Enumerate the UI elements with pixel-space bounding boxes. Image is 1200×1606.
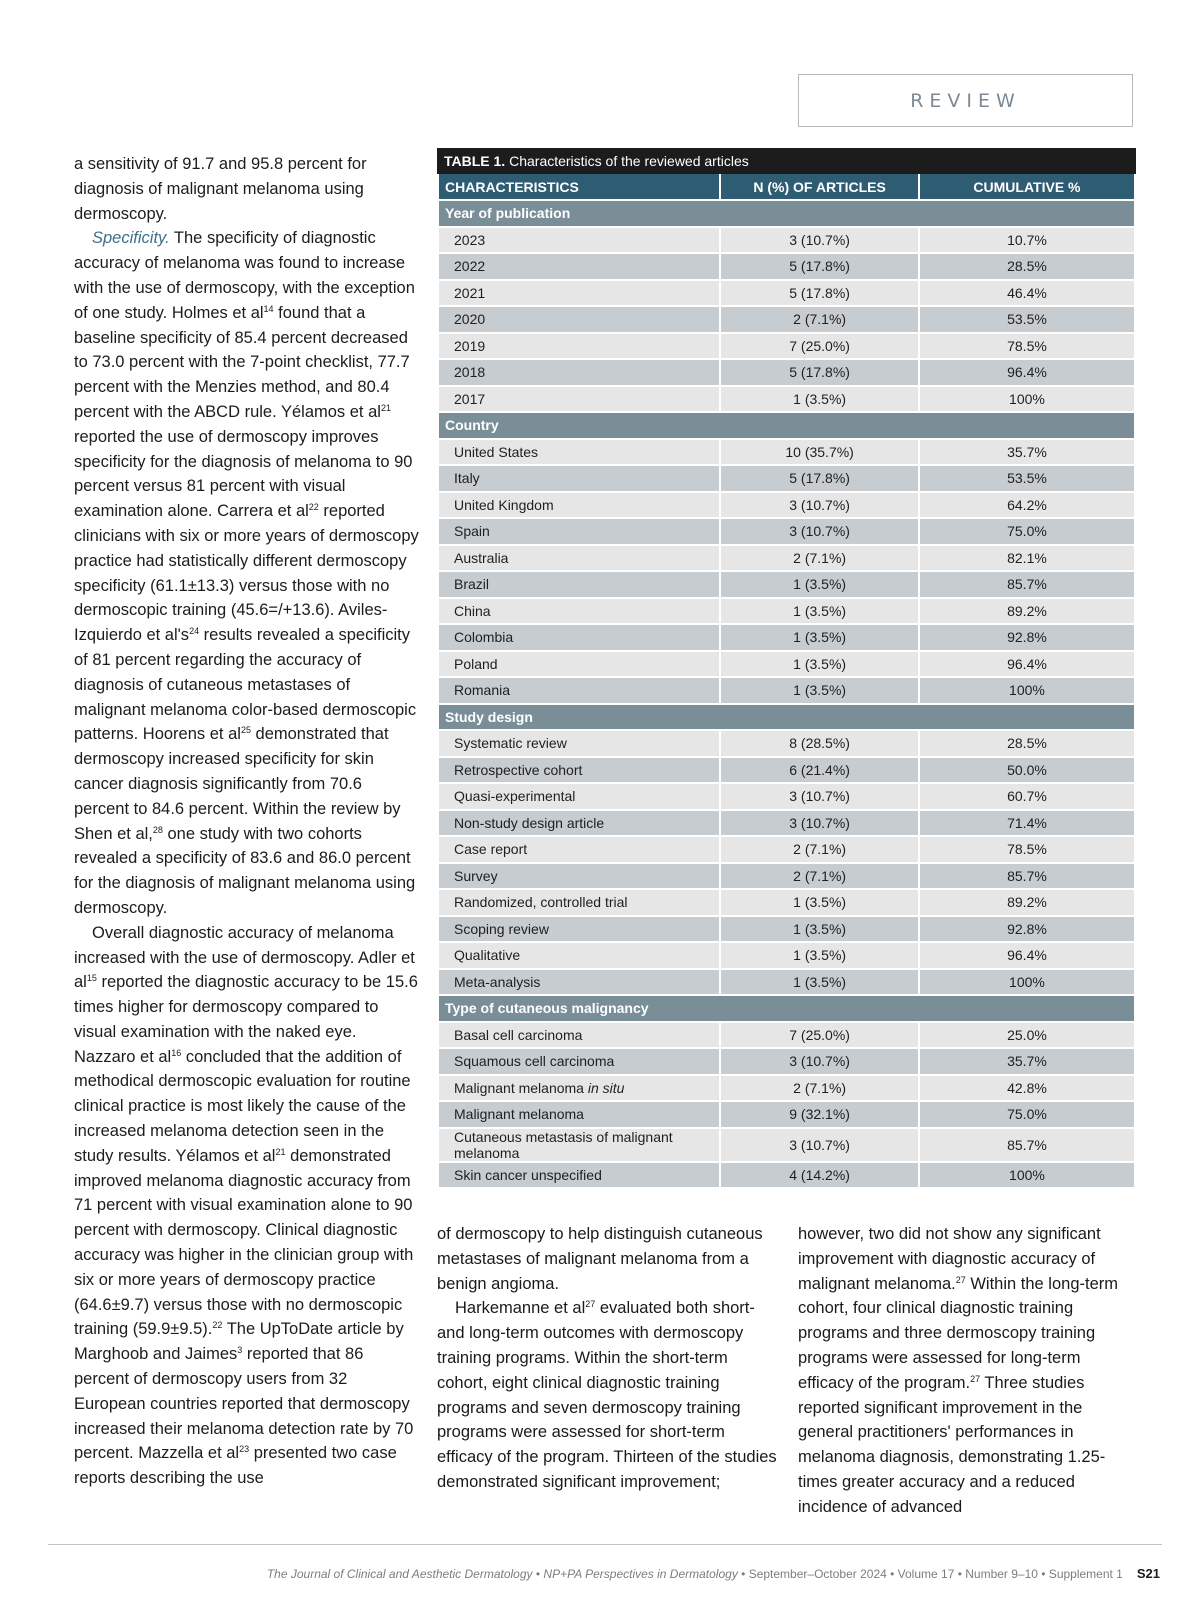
table-cell: Poland <box>438 651 720 678</box>
text-span: reported the diagnostic accuracy to be 15.6 times higher for dermoscopy compared to visual examination with the naked eye. Nazzaro et al <box>74 973 418 1066</box>
table-cell: 2020 <box>438 306 720 333</box>
reference-superscript: 16 <box>171 1047 182 1058</box>
table-row <box>438 1128 1135 1162</box>
table-row <box>438 465 1135 492</box>
table-cell: 78.5% <box>919 333 1135 360</box>
table-cell: 7 (25.0%) <box>720 333 919 360</box>
reference-superscript: 24 <box>189 626 200 637</box>
table-cell: 2019 <box>438 333 720 360</box>
table-cell: 75.0% <box>919 1101 1135 1128</box>
text-span: one study with two cohorts revealed a specificity of 83.6 and 86.0 percent for the diagnosis of malignant melanoma using dermoscopy. <box>74 824 416 917</box>
table-row <box>438 571 1135 598</box>
table-cell: 10 (35.7%) <box>720 439 919 466</box>
table-cell: 3 (10.7%) <box>720 1128 919 1162</box>
table-row <box>438 598 1135 625</box>
table-row <box>438 1048 1135 1075</box>
table-row <box>438 916 1135 943</box>
table-cell: 1 (3.5%) <box>720 969 919 996</box>
table-cell: Case report <box>438 836 720 863</box>
table-row <box>438 280 1135 307</box>
text-span: Harkemanne et al <box>455 1299 586 1318</box>
table-cell: 89.2% <box>919 889 1135 916</box>
section-label: REVIEW <box>910 89 1021 112</box>
table-cell: 82.1% <box>919 545 1135 572</box>
table-cell: Malignant melanoma in situ <box>438 1075 720 1102</box>
table-cell: 35.7% <box>919 1048 1135 1075</box>
paragraph <box>437 1296 780 1494</box>
table-row <box>438 253 1135 280</box>
table-cell: 92.8% <box>919 624 1135 651</box>
paragraph <box>798 1222 1138 1520</box>
table-cell: 85.7% <box>919 863 1135 890</box>
table-cell: 5 (17.8%) <box>720 253 919 280</box>
table-cell: Meta-analysis <box>438 969 720 996</box>
table-cell: 89.2% <box>919 598 1135 625</box>
table-cell: Qualitative <box>438 942 720 969</box>
table-cell: 3 (10.7%) <box>720 518 919 545</box>
text-span: concluded that the addition of methodical dermoscopic evaluation for routine clinical practice is most likely the cause of the increased melanoma detection seen in the study results. Yélamos et al <box>74 1047 411 1165</box>
table-cell: 3 (10.7%) <box>720 810 919 837</box>
table-row <box>438 677 1135 704</box>
text-span: The UpToDate article by Marghoob and Jaimes <box>74 1320 404 1364</box>
table-cell: 100% <box>919 677 1135 704</box>
table-cell: Australia <box>438 545 720 572</box>
paragraph <box>437 1222 780 1296</box>
table-cell: Malignant melanoma <box>438 1101 720 1128</box>
table-cell: 3 (10.7%) <box>720 1048 919 1075</box>
table-cell: Quasi-experimental <box>438 783 720 810</box>
table-caption-text: Characteristics of the reviewed articles <box>505 153 749 169</box>
table-row <box>438 492 1135 519</box>
table-row <box>438 757 1135 784</box>
paragraph <box>74 226 419 920</box>
table-cell: 2022 <box>438 253 720 280</box>
journal-subtitle: NP+PA Perspectives in Dermatology <box>543 1567 738 1581</box>
column-header: CHARACTERISTICS <box>438 174 720 200</box>
table-cell: Colombia <box>438 624 720 651</box>
text-span: Within the long-term cohort, four clinical diagnostic training programs and three dermoscopy training programs were assessed for long-term efficacy of the program. <box>798 1274 1118 1392</box>
table-cell: 3 (10.7%) <box>720 492 919 519</box>
reference-superscript: 15 <box>86 973 97 984</box>
table-cell: 92.8% <box>919 916 1135 943</box>
text-span: however, two did not show any significant improvement with diagnostic accuracy of malignant melanoma. <box>798 1225 1101 1293</box>
table-cell: Survey <box>438 863 720 890</box>
table-row <box>438 730 1135 757</box>
section-title: Country <box>438 412 1135 439</box>
table-cell: 10.7% <box>919 227 1135 254</box>
reference-superscript: 27 <box>955 1274 966 1285</box>
table-row <box>438 227 1135 254</box>
table-cell: Brazil <box>438 571 720 598</box>
table-cell: United Kingdom <box>438 492 720 519</box>
table-cell: Retrospective cohort <box>438 757 720 784</box>
table-cell: 25.0% <box>919 1022 1135 1049</box>
table-cell: 96.4% <box>919 359 1135 386</box>
table-cell: Skin cancer unspecified <box>438 1162 720 1189</box>
text-span: The specificity of diagnostic accuracy of melanoma was found to increase with the use of dermoscopy, with the exception of one study. Holmes et al <box>74 229 415 322</box>
table-cell: 5 (17.8%) <box>720 359 919 386</box>
column-header: CUMULATIVE % <box>919 174 1135 200</box>
footer-divider <box>48 1544 1162 1545</box>
table-cell: United States <box>438 439 720 466</box>
reference-superscript: 25 <box>240 725 251 736</box>
table-cell: 42.8% <box>919 1075 1135 1102</box>
table-row <box>438 942 1135 969</box>
table-cell: 2 (7.1%) <box>720 1075 919 1102</box>
text-span: results revealed a specificity of 81 percent regarding the accuracy of diagnosis of cutaneous metastases of malignant melanoma color-based dermoscopic patterns. Hoorens et al <box>74 626 417 744</box>
table-section-row <box>438 704 1135 731</box>
subheading-inline: Specificity. <box>92 229 170 248</box>
table-cell: 100% <box>919 386 1135 413</box>
text-span: reported the use of dermoscopy improves specificity for the diagnosis of melanoma to 90 percent versus 81 percent with visual examination alone. Carrera et al <box>74 427 413 521</box>
characteristics-table <box>437 148 1136 1189</box>
table-cell: 8 (28.5%) <box>720 730 919 757</box>
table-cell: 2018 <box>438 359 720 386</box>
table-cell: 1 (3.5%) <box>720 386 919 413</box>
table-cell: Cutaneous metastasis of malignant melanoma <box>438 1128 720 1162</box>
page-number: S21 <box>1136 1566 1160 1581</box>
table-cell: 4 (14.2%) <box>720 1162 919 1189</box>
table-cell: 28.5% <box>919 730 1135 757</box>
left-text-column <box>74 152 419 1491</box>
section-title: Study design <box>438 704 1135 731</box>
reference-superscript: 28 <box>152 824 163 835</box>
reference-superscript: 3 <box>237 1345 243 1356</box>
table-cell: 5 (17.8%) <box>720 280 919 307</box>
table-row <box>438 306 1135 333</box>
table-cell: 96.4% <box>919 651 1135 678</box>
table-cell: 75.0% <box>919 518 1135 545</box>
table-cell: Scoping review <box>438 916 720 943</box>
reference-superscript: 27 <box>970 1373 981 1384</box>
table-row <box>438 969 1135 996</box>
reference-superscript: 21 <box>380 402 391 413</box>
table-cell: 2021 <box>438 280 720 307</box>
text-span: of dermoscopy to help distinguish cutaneous metastases of malignant melanoma from a benign angioma. <box>437 1225 763 1293</box>
table-cell: 1 (3.5%) <box>720 571 919 598</box>
paragraph <box>74 921 419 1491</box>
table-section-row <box>438 995 1135 1022</box>
table-cell: 3 (10.7%) <box>720 227 919 254</box>
table-row <box>438 836 1135 863</box>
text-span: Three studies reported significant improvement in the general practitioners' performances in melanoma diagnosis, demonstrating 1.25-times greater accuracy and a reduced incidence of advanced <box>798 1373 1106 1516</box>
table-cell: 9 (32.1%) <box>720 1101 919 1128</box>
table-row <box>438 359 1135 386</box>
table-cell: 85.7% <box>919 1128 1135 1162</box>
text-span: evaluated both short- and long-term outcomes with dermoscopy training programs. Within the short-term cohort, eight clinical diagnostic training programs and seven dermoscopy training programs were assessed for short-term efficacy of the program. Thirteen of the studies demonstrated significant improvement; <box>437 1299 777 1491</box>
table-cell: 100% <box>919 1162 1135 1189</box>
reference-superscript: 23 <box>239 1444 250 1455</box>
table-cell: 6 (21.4%) <box>720 757 919 784</box>
table-cell: 2023 <box>438 227 720 254</box>
table-caption-label: TABLE 1. <box>444 153 506 169</box>
reference-superscript: 22 <box>212 1320 223 1331</box>
table-row <box>438 1101 1135 1128</box>
table-cell: 100% <box>919 969 1135 996</box>
reference-superscript: 14 <box>263 303 274 314</box>
paragraph <box>74 152 419 226</box>
reference-superscript: 27 <box>585 1299 596 1310</box>
text-span: presented two case reports describing the use <box>74 1444 397 1488</box>
table-section-row <box>438 412 1135 439</box>
table-cell: 7 (25.0%) <box>720 1022 919 1049</box>
table-cell: 1 (3.5%) <box>720 624 919 651</box>
table-cell: Systematic review <box>438 730 720 757</box>
text-span: reported that 86 percent of dermoscopy users from 32 European countries reported that dermoscopy increased their melanoma detection rate by 70 percent. Mazzella et al <box>74 1345 414 1463</box>
table-cell: 2 (7.1%) <box>720 306 919 333</box>
table-caption <box>437 148 1136 174</box>
footer-separator: • <box>532 1567 544 1581</box>
table-row <box>438 889 1135 916</box>
table-cell: Non-study design article <box>438 810 720 837</box>
section-label-box <box>798 74 1133 127</box>
table-row <box>438 863 1135 890</box>
table-cell: 2 (7.1%) <box>720 545 919 572</box>
table-cell: Spain <box>438 518 720 545</box>
table-cell: 64.2% <box>919 492 1135 519</box>
right-text-column <box>798 1222 1138 1520</box>
table-row <box>438 810 1135 837</box>
table-cell: 1 (3.5%) <box>720 677 919 704</box>
table-cell: 60.7% <box>919 783 1135 810</box>
table-cell: 2 (7.1%) <box>720 836 919 863</box>
table-cell: 2017 <box>438 386 720 413</box>
table-cell: 85.7% <box>919 571 1135 598</box>
table-cell: Romania <box>438 677 720 704</box>
table-row <box>438 651 1135 678</box>
table-cell: 78.5% <box>919 836 1135 863</box>
table-cell: Squamous cell carcinoma <box>438 1048 720 1075</box>
table-cell: Basal cell carcinoma <box>438 1022 720 1049</box>
table-cell: 1 (3.5%) <box>720 651 919 678</box>
table-cell: 28.5% <box>919 253 1135 280</box>
table-cell: 3 (10.7%) <box>720 783 919 810</box>
text-span: demonstrated that dermoscopy increased specificity for skin cancer diagnosis significantly from 70.6 percent to 84.6 percent. Within the review by Shen et al, <box>74 725 401 843</box>
journal-name: The Journal of Clinical and Aesthetic Dermatology <box>266 1567 533 1581</box>
column-header: N (%) OF ARTICLES <box>720 174 919 200</box>
page-footer <box>0 1566 1160 1581</box>
table-grid <box>437 174 1136 1189</box>
italic-term: in situ <box>587 1079 625 1096</box>
table-cell: 96.4% <box>919 942 1135 969</box>
text-span: a sensitivity of 91.7 and 95.8 percent for diagnosis of malignant melanoma using dermoscopy. <box>74 155 367 223</box>
section-title: Type of cutaneous malignancy <box>438 995 1135 1022</box>
table-cell: 5 (17.8%) <box>720 465 919 492</box>
issue-info: • September–October 2024 • Volume 17 • Number 9–10 • Supplement 1 <box>737 1567 1123 1581</box>
table-cell: 2 (7.1%) <box>720 863 919 890</box>
table-cell: 1 (3.5%) <box>720 916 919 943</box>
reference-superscript: 21 <box>275 1146 286 1157</box>
table-section-row <box>438 200 1135 227</box>
text-span: reported clinicians with six or more years of dermoscopy practice had statistically different dermoscopy specificity (61.1±13.3) versus those with no dermoscopic training (45.6=/+13.6). Aviles-Izquierdo et al's <box>74 502 419 645</box>
table-row <box>438 386 1135 413</box>
table-row <box>438 1022 1135 1049</box>
table-cell: Randomized, controlled trial <box>438 889 720 916</box>
table-row <box>438 518 1135 545</box>
table-cell: 46.4% <box>919 280 1135 307</box>
text-span: Overall diagnostic accuracy of melanoma increased with the use of dermoscopy. Adler et al <box>74 923 415 992</box>
table-cell: 1 (3.5%) <box>720 889 919 916</box>
table-cell: Italy <box>438 465 720 492</box>
table-row <box>438 333 1135 360</box>
text-span: found that a baseline specificity of 85.4 percent decreased to 73.0 percent with the 7-point checklist, 77.7 percent with the Menzies method, and 80.4 percent with the ABCD rule. Yélamos et al <box>74 303 410 421</box>
table-row <box>438 783 1135 810</box>
table-cell: 1 (3.5%) <box>720 598 919 625</box>
section-title: Year of publication <box>438 200 1135 227</box>
table-row <box>438 624 1135 651</box>
middle-text-column <box>437 1222 780 1495</box>
reference-superscript: 22 <box>308 502 319 513</box>
table-header-row <box>438 174 1135 200</box>
table-cell: 53.5% <box>919 306 1135 333</box>
table-row <box>438 1162 1135 1189</box>
table-cell: 71.4% <box>919 810 1135 837</box>
table-cell: 53.5% <box>919 465 1135 492</box>
table-cell: 50.0% <box>919 757 1135 784</box>
table-row <box>438 545 1135 572</box>
table-cell: 1 (3.5%) <box>720 942 919 969</box>
table-row <box>438 1075 1135 1102</box>
text-span: demonstrated improved melanoma diagnostic accuracy from 71 percent with visual examination alone to 90 percent with dermoscopy. Clinical diagnostic accuracy was higher in the clinician group with six or more years of dermoscopy practice (64.6±9.7) versus those with no dermoscopic training (59.9±9.5). <box>74 1146 414 1339</box>
table-row <box>438 439 1135 466</box>
table-cell: China <box>438 598 720 625</box>
table-cell: 35.7% <box>919 439 1135 466</box>
